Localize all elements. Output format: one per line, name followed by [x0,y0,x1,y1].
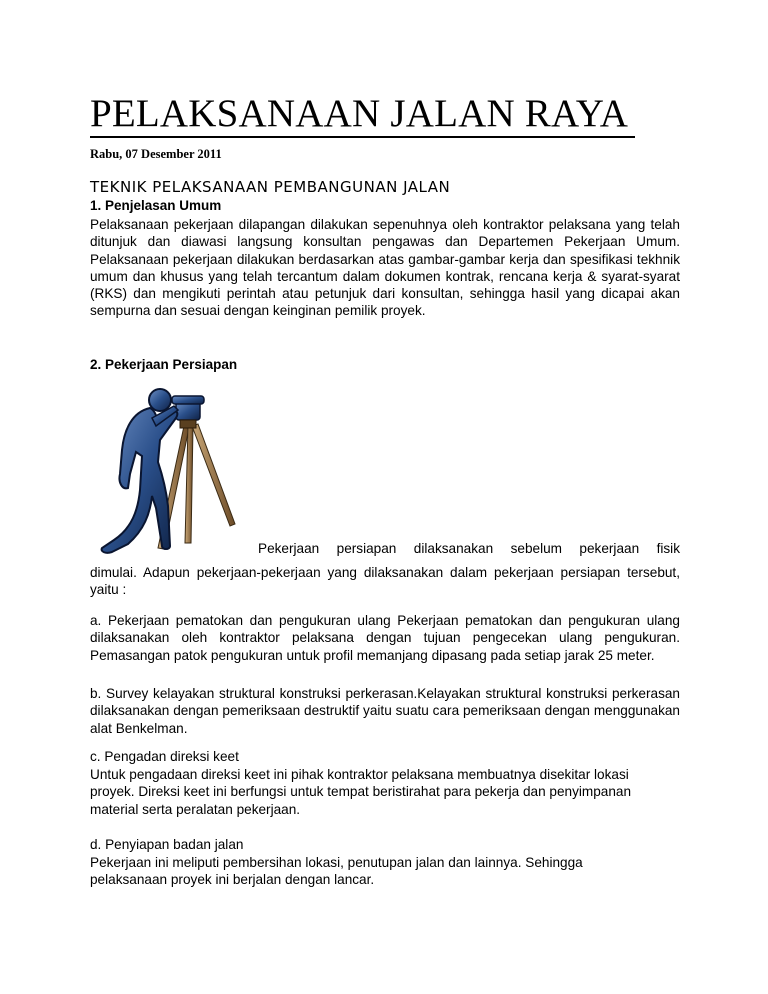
post-date: Rabu, 07 Desember 2011 [90,147,222,161]
item-c-title: c. Pengadan direksi keet [90,749,239,764]
item-a-pematokan: a. Pekerjaan pematokan dan pengukuran ulang Pekerjaan pematokan dan pengukuran ulang dilaksanakan oleh kontraktor pelaksana dengan tujuan pengecekan ulang pengukuran. Pemasangan patok pengukuran untuk profil memanjang dipasang pada setiap jarak 25 meter. [90,613,680,663]
item-c-text: Untuk pengadaan direksi keet ini pihak kontraktor pelaksana membuatnya disekitar lokasi proyek. Direksi keet ini berfungsi untuk tempat beristirahat para pekerja dan penyimpanan material serta peralatan pekerjaan. [90,767,632,817]
document-title: PELAKSANAAN JALAN RAYA [90,92,635,138]
item-d-text: Pekerjaan ini meliputi pembersihan lokasi, penutupan jalan dan lainnya. Sehingga pelaksanaan proyek ini berjalan dengan lancar. [90,855,583,888]
subheading-penjelasan-umum: 1. Penjelasan Umum [90,198,222,213]
section-heading: TEKNIK PELAKSANAAN PEMBANGUNAN JALAN [90,178,451,196]
item-d-title: d. Penyiapan badan jalan [90,837,244,852]
paragraph-penjelasan-umum: Pelaksanaan pekerjaan dilapangan dilakukan sepenuhnya oleh kontraktor pelaksana yang telah ditunjuk dan diawasi langsung konsultan pengawas dan Departemen Pekerjaan Umum. Pelaksanaan pekerjaan dilakukan berdasarkan atas gambar-gambar kerja dan spesifikasi tekhnik umum dan khusus yang telah tercantum dalam dokumen kontrak, rencana kerja & syarat-syarat (RKS) dan mengikuti perintah atau petunjuk dari konsultan, sehingga hasil yang dicapai akan sempurna dan sesuai dengan keinginan pemilik proyek. [90,217,680,319]
subheading-pekerjaan-persiapan: 2. Pekerjaan Persiapan [90,357,238,372]
persiapan-intro-rest: dimulai. Adapun pekerjaan-pekerjaan yang dilaksanakan dalam pekerjaan persiapan tersebut, yaitu : [90,565,680,598]
surveyor-with-theodolite-icon [92,378,252,556]
persiapan-intro-first-line: Pekerjaan persiapan dilaksanakan sebelum pekerjaan fisik [258,541,680,556]
item-b-survey-kelayakan: b. Survey kelayakan struktural konstruksi perkerasan.Kelayakan struktural konstruksi perkerasan dilaksanakan dengan pemeriksaan destruktif yaitu suatu cara pemeriksaan dengan menggunakan alat Benkelman. [90,686,680,736]
